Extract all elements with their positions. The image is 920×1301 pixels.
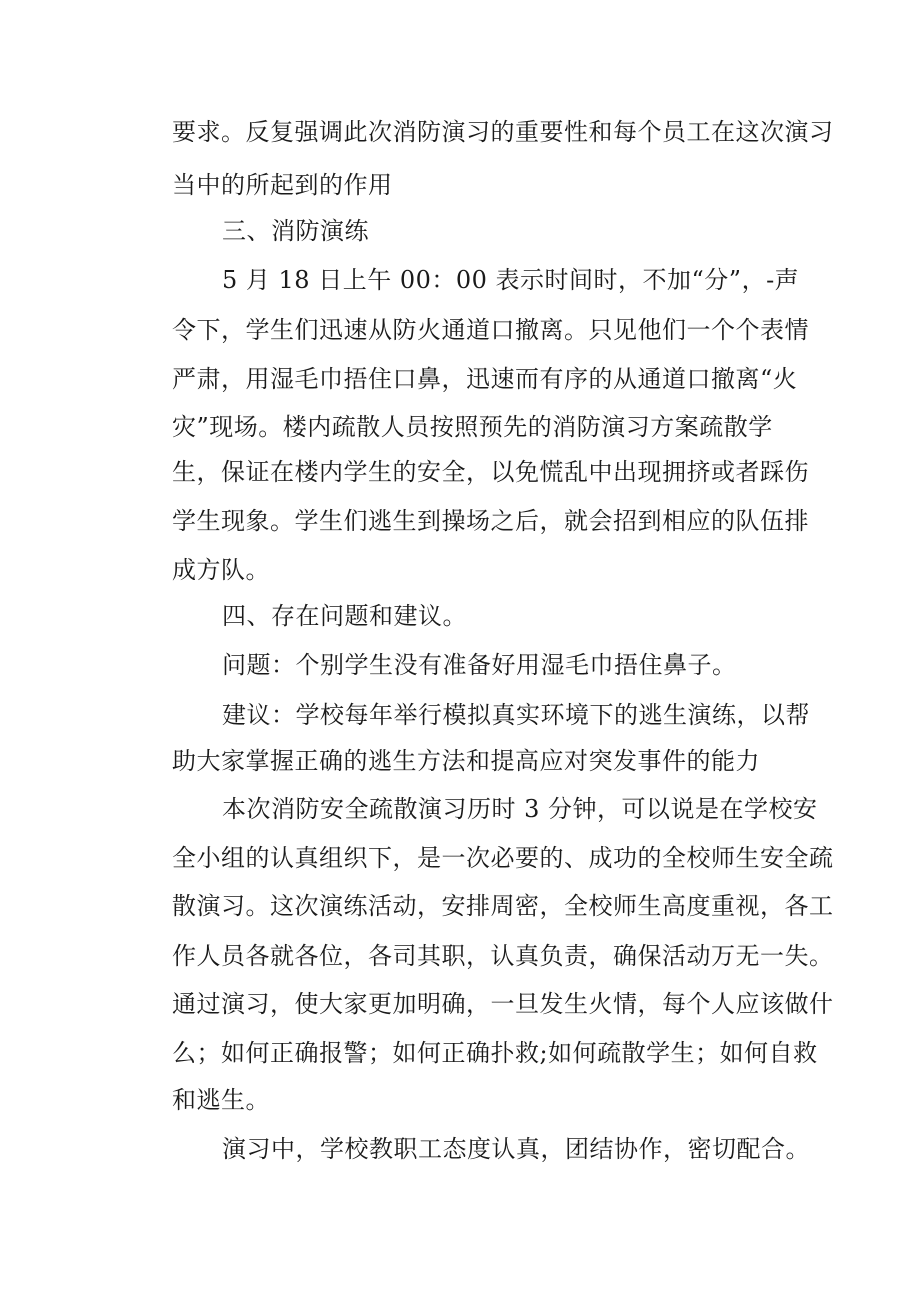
text-line: 么；如何正确报警；如何正确扑救;如何疏散学生；如何自救 [172,1039,818,1067]
text-line: 本次消防安全疏散演习历时 3 分钟，可以说是在学校安 [222,795,818,823]
section-heading-drill: 三、消防演练 [222,217,369,245]
text-line: 当中的所起到的作用 [172,171,393,199]
text-line: 问题：个别学生没有准备好用湿毛巾捂住鼻子。 [222,651,737,679]
text-line: 和逃生。 [172,1086,270,1114]
text-line: 作人员各就各位，各司其职，认真负责，确保活动万无一失。 [172,942,834,970]
text-line: 学生现象。学生们逃生到操场之后，就会招到相应的队伍排 [172,507,809,535]
text-line: 建议：学校每年举行模拟真实环境下的逃生演练，以帮 [222,701,810,729]
text-line: 散演习。这次演练活动，安排周密，全校师生高度重视，各工 [172,892,834,920]
section-heading-issues: 四、存在问题和建议。 [222,602,467,630]
text-line: 令下，学生们迅速从防火通道口撤离。只见他们一个个表情 [172,316,809,344]
text-line: 生，保证在楼内学生的安全，以免慌乱中出现拥挤或者踩伤 [172,458,809,486]
text-line: 全小组的认真组织下，是一次必要的、成功的全校师生安全疏 [172,844,834,872]
text-line: 成方队。 [172,556,270,584]
text-line: 灾”现场。楼内疏散人员按照预先的消防演习方案疏散学 [172,413,773,441]
text-line: 5 月 18 日上午 00：00 表示时间时，不加“分”，-声 [222,266,800,294]
text-line: 通过演习，使大家更加明确，一旦发生火情，每个人应该做什 [172,990,834,1018]
text-line: 演习中，学校教职工态度认真，团结协作，密切配合。 [222,1135,810,1163]
text-line: 助大家掌握正确的逃生方法和提高应对突发事件的能力 [172,747,760,775]
text-line: 要求。反复强调此次消防演习的重要性和每个员工在这次演习 [172,118,834,146]
text-line: 严肃，用湿毛巾捂住口鼻，迅速而有序的从通道口撤离“火 [172,365,798,393]
